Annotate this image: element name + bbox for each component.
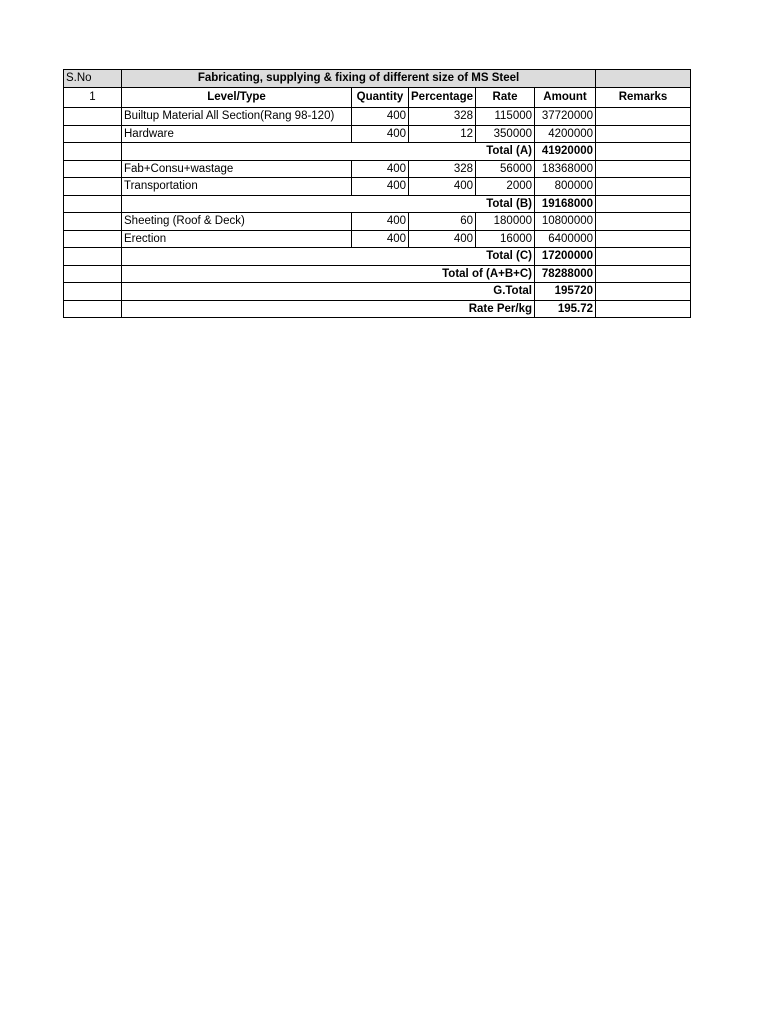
item-rate: 350000 <box>476 125 535 143</box>
subtotal-remarks <box>596 248 691 266</box>
subtotal-row <box>64 248 691 266</box>
amount-header: Amount <box>535 87 596 108</box>
sno-cell-blank <box>64 125 122 143</box>
summary-value: 78288000 <box>535 265 596 283</box>
item-percentage: 400 <box>409 230 476 248</box>
item-quantity: 400 <box>352 178 409 196</box>
subtotal-label: Total (C) <box>122 248 535 266</box>
sno-cell-blank <box>64 248 122 266</box>
item-quantity: 400 <box>352 108 409 126</box>
item-amount: 18368000 <box>535 160 596 178</box>
sno-cell-blank <box>64 213 122 231</box>
table-row <box>64 230 691 248</box>
item-label: Hardware <box>122 125 352 143</box>
item-remarks <box>596 108 691 126</box>
item-percentage: 328 <box>409 160 476 178</box>
item-label: Erection <box>122 230 352 248</box>
subtotal-row <box>64 195 691 213</box>
sno-cell-blank <box>64 283 122 301</box>
item-remarks <box>596 160 691 178</box>
remarks-header: Remarks <box>596 87 691 108</box>
item-label: Sheeting (Roof & Deck) <box>122 213 352 231</box>
item-amount: 4200000 <box>535 125 596 143</box>
summary-remarks <box>596 283 691 301</box>
item-quantity: 400 <box>352 230 409 248</box>
table-row <box>64 213 691 231</box>
item-percentage: 12 <box>409 125 476 143</box>
item-percentage: 400 <box>409 178 476 196</box>
table-row <box>64 160 691 178</box>
title-row-blank <box>596 70 691 88</box>
quantity-header: Quantity <box>352 87 409 108</box>
item-percentage: 328 <box>409 108 476 126</box>
item-rate: 115000 <box>476 108 535 126</box>
sno-cell-blank <box>64 108 122 126</box>
item-amount: 10800000 <box>535 213 596 231</box>
subtotal-value: 41920000 <box>535 143 596 161</box>
item-amount: 800000 <box>535 178 596 196</box>
grand-total-row <box>64 283 691 301</box>
item-rate: 2000 <box>476 178 535 196</box>
estimate-table <box>63 69 691 318</box>
percentage-header: Percentage <box>409 87 476 108</box>
subtotal-label: Total (A) <box>122 143 535 161</box>
sheet-title: Fabricating, supplying & fixing of different size of MS Steel <box>122 70 596 88</box>
sno-cell-blank <box>64 265 122 283</box>
sno-cell: 1 <box>64 87 122 108</box>
item-quantity: 400 <box>352 125 409 143</box>
item-quantity: 400 <box>352 160 409 178</box>
grand-sum-row <box>64 265 691 283</box>
item-rate: 56000 <box>476 160 535 178</box>
item-amount: 37720000 <box>535 108 596 126</box>
column-header-row <box>64 87 691 108</box>
title-row <box>64 70 691 88</box>
sno-cell-blank <box>64 300 122 318</box>
sno-cell-blank <box>64 143 122 161</box>
level-type-header: Level/Type <box>122 87 352 108</box>
item-remarks <box>596 178 691 196</box>
rate-header: Rate <box>476 87 535 108</box>
item-quantity: 400 <box>352 213 409 231</box>
sno-cell-blank <box>64 195 122 213</box>
summary-value: 195720 <box>535 283 596 301</box>
subtotal-label: Total (B) <box>122 195 535 213</box>
summary-label: Rate Per/kg <box>122 300 535 318</box>
summary-label: Total of (A+B+C) <box>122 265 535 283</box>
item-label: Fab+Consu+wastage <box>122 160 352 178</box>
item-label: Builtup Material All Section(Rang 98-120) <box>122 108 352 126</box>
item-percentage: 60 <box>409 213 476 231</box>
summary-label: G.Total <box>122 283 535 301</box>
sno-cell-blank <box>64 178 122 196</box>
summary-remarks <box>596 300 691 318</box>
sno-cell-blank <box>64 230 122 248</box>
item-rate: 16000 <box>476 230 535 248</box>
item-label: Transportation <box>122 178 352 196</box>
item-rate: 180000 <box>476 213 535 231</box>
table-row <box>64 125 691 143</box>
summary-remarks <box>596 265 691 283</box>
table-row <box>64 178 691 196</box>
sno-cell-blank <box>64 160 122 178</box>
subtotal-remarks <box>596 143 691 161</box>
subtotal-row <box>64 143 691 161</box>
table-row <box>64 108 691 126</box>
summary-value: 195.72 <box>535 300 596 318</box>
item-remarks <box>596 125 691 143</box>
rate-per-kg-row <box>64 300 691 318</box>
item-remarks <box>596 230 691 248</box>
subtotal-value: 17200000 <box>535 248 596 266</box>
subtotal-value: 19168000 <box>535 195 596 213</box>
item-amount: 6400000 <box>535 230 596 248</box>
subtotal-remarks <box>596 195 691 213</box>
item-remarks <box>596 213 691 231</box>
sno-header: S.No <box>64 70 122 88</box>
